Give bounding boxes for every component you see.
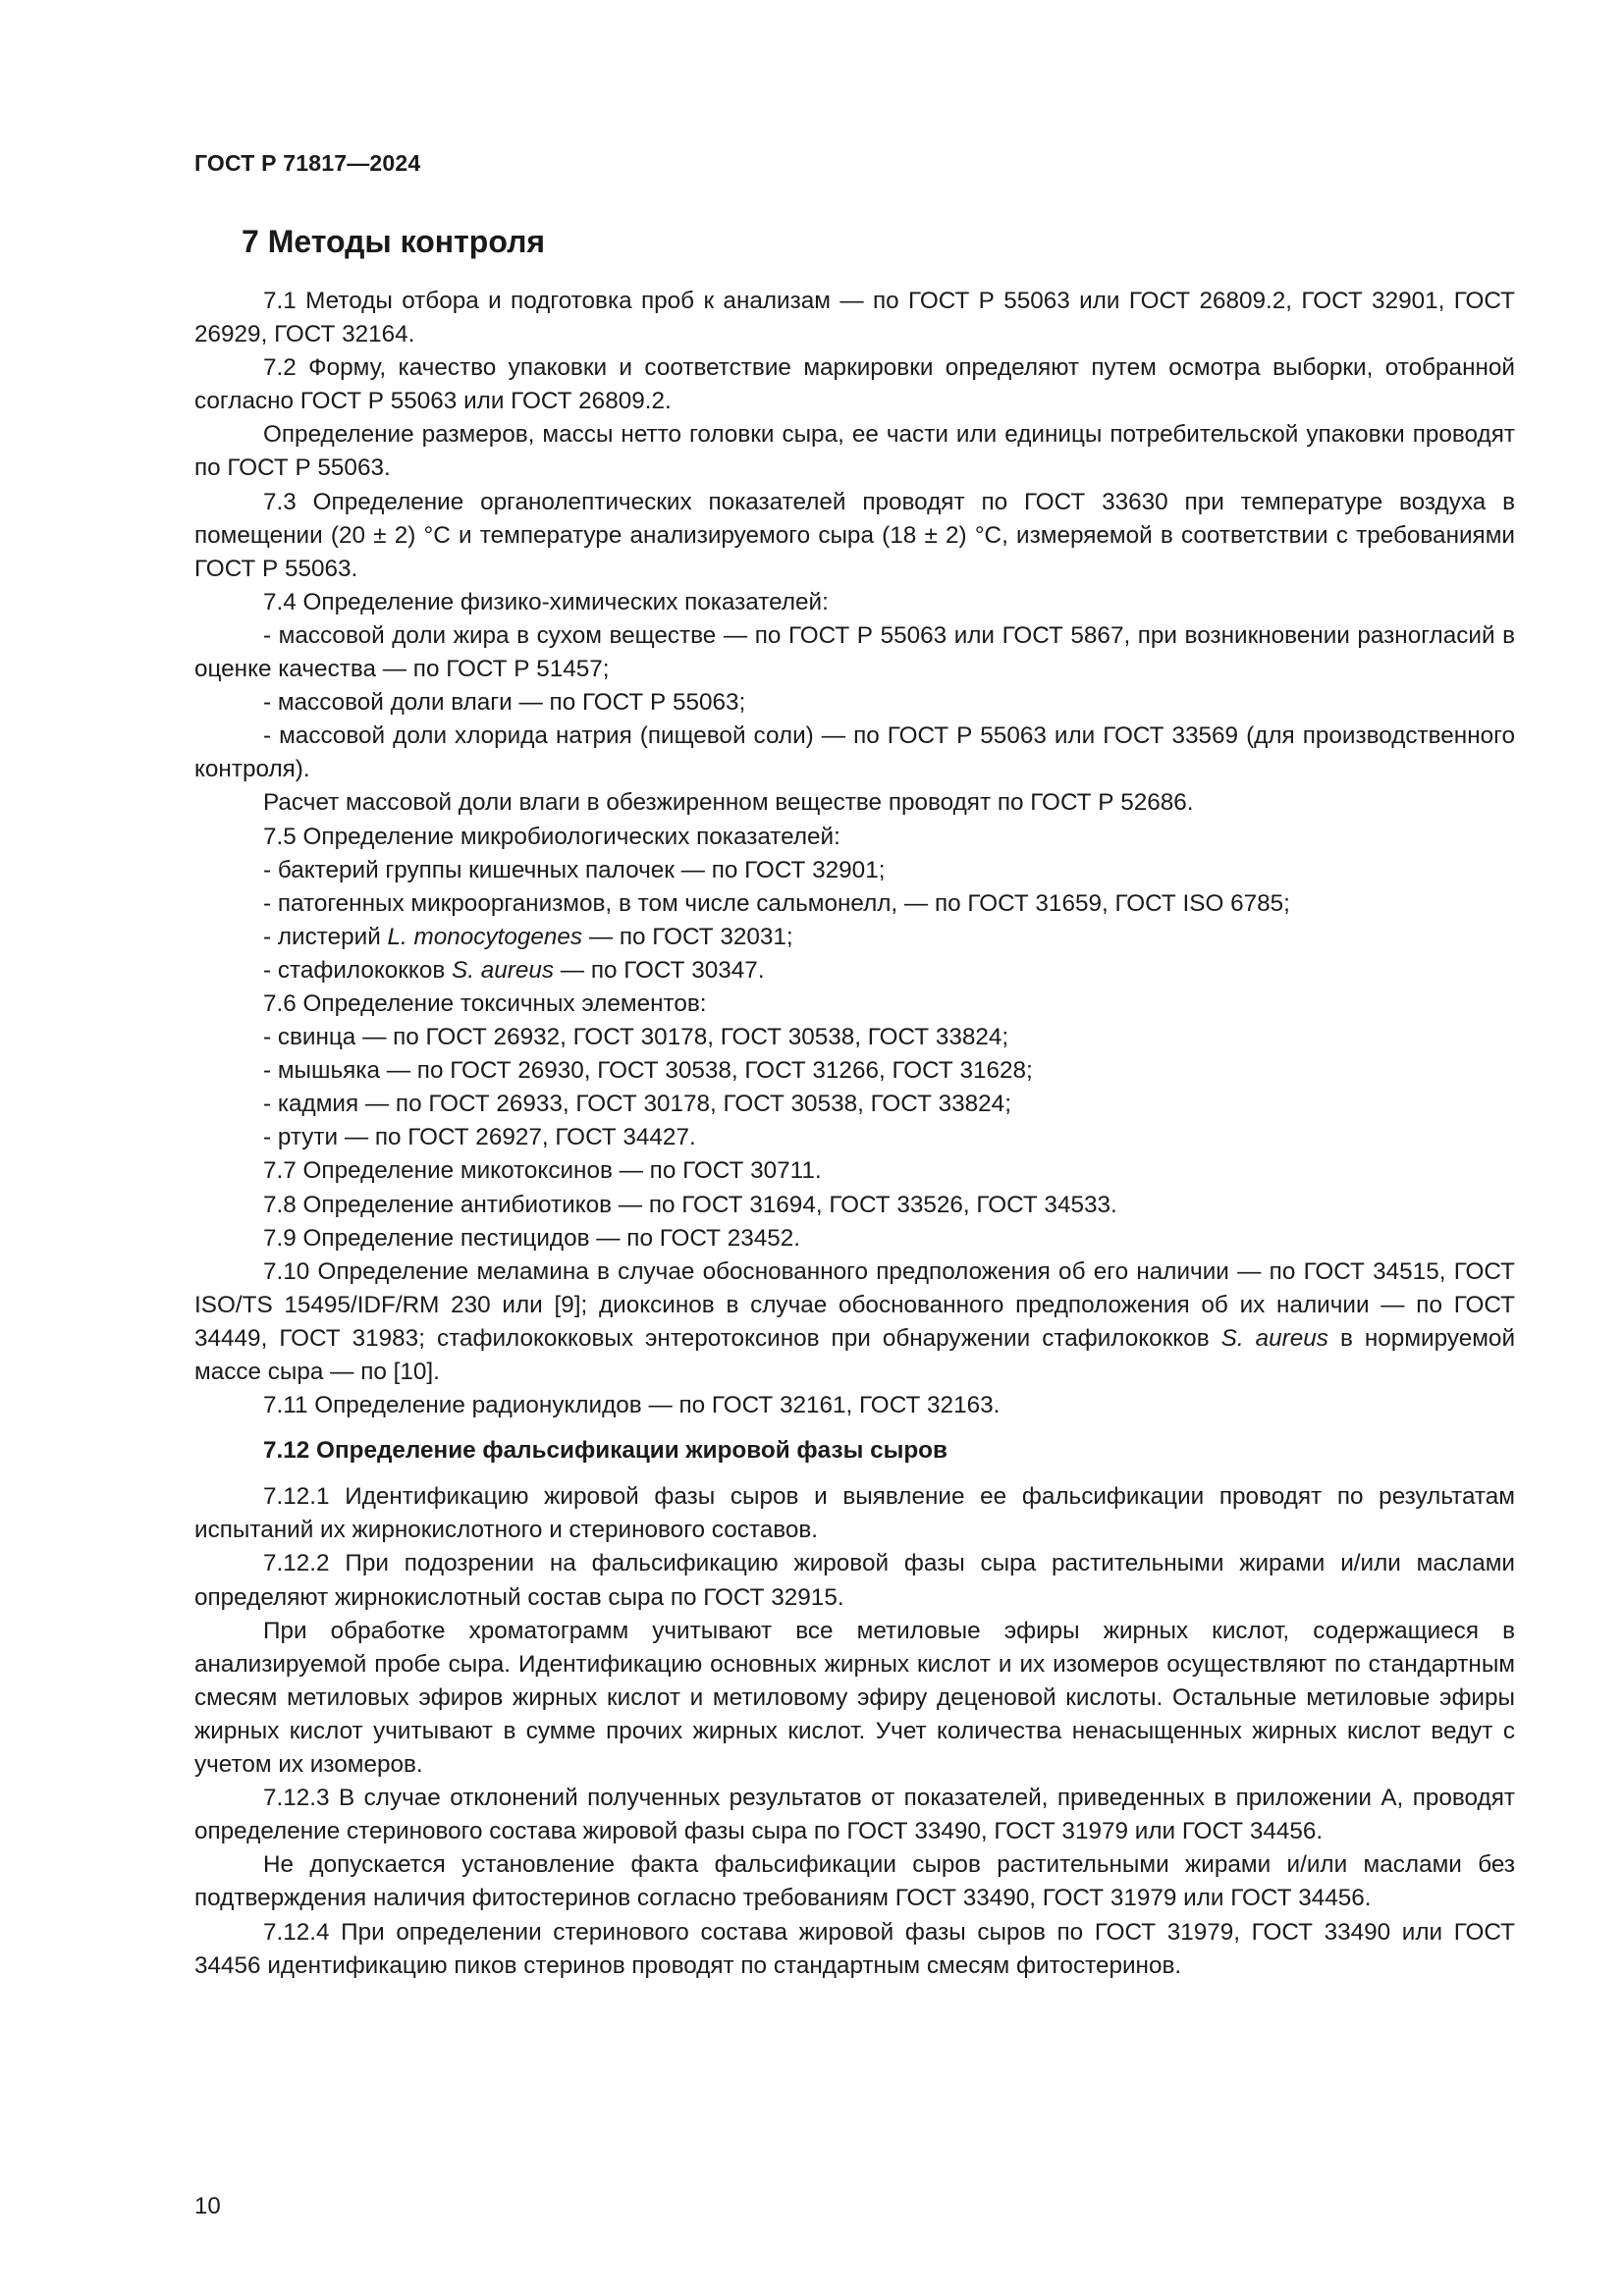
melamine-text-end: в нормируемой массе сыра — по [10]. bbox=[194, 1324, 1516, 1385]
list-item-staphylococcus bbox=[194, 954, 1515, 988]
paragraph-7-12-1: 7.12.1 Идентификацию жировой фазы сыров и выявление ее фальсификации проводят по результатам испытаний их жирнокислотного и стеринового составов. bbox=[194, 1483, 1515, 1544]
paragraph-7-2: 7.2 Форму, качество упаковки и соответствие маркировки определяют путем осмотра выборки, отобранной согласно ГОСТ Р 55063 или ГОСТ 26809.2. bbox=[194, 354, 1515, 415]
staph-species-ref: S. aureus bbox=[1220, 1324, 1328, 1352]
list-item-moisture: - массовой доли влаги — по ГОСТ Р 55063; bbox=[263, 689, 746, 717]
paragraph-7-12-2-chromatograms: При обработке хроматограмм учитывают все метиловые эфиры жирных кислот, содержащиеся в анализируемой пробе сыра. Идентификацию основных жирных кислот и их изомеров осуществляют по стандартным смесям метиловых эфиров жирных кислот и метиловому эфиру деценовой кислоты. Остальные метиловые эфиры жирных кислот учитывают в сумме прочих жирных кислот. Учет количества ненасыщенных жирных кислот ведут с учетом их изомеров. bbox=[194, 1617, 1515, 1779]
subsection-title-7-12: 7.12 Определение фальсификации жировой фазы сыров bbox=[263, 1437, 947, 1465]
page-number: 10 bbox=[194, 2193, 221, 2219]
paragraph-7-12-2: 7.12.2 При подозрении на фальсификацию жировой фазы сыра растительными жирами и/или маслами определяют жирнокислотный состав сыра по ГОСТ 32915. bbox=[194, 1550, 1515, 1611]
list-item-salt: - массовой доли хлорида натрия (пищевой соли) — по ГОСТ Р 55063 или ГОСТ 33569 (для производственного контроля). bbox=[194, 722, 1515, 783]
paragraph-7-12-4: 7.12.4 При определении стеринового состава жировой фазы сыров по ГОСТ 31979, ГОСТ 33490 или ГОСТ 34456 идентификацию пиков стеринов проводят по стандартным смесям фитостеринов. bbox=[194, 1918, 1515, 1979]
list-item-coliform: - бактерий группы кишечных палочек — по ГОСТ 32901; bbox=[263, 856, 886, 883]
paragraph-7-12-3: 7.12.3 В случае отклонений полученных результатов от показателей, приведенных в приложении А, проводят определение стеринового состава жировой фазы сыра по ГОСТ 33490, ГОСТ 31979 или ГОСТ 34456. bbox=[194, 1785, 1515, 1845]
listeria-species: L. monocytogenes bbox=[387, 923, 583, 950]
list-item-pathogens: - патогенных микроорганизмов, в том числе сальмонелл, — по ГОСТ 31659, ГОСТ ISO 6785; bbox=[263, 889, 1290, 917]
paragraph-7-4: 7.4 Определение физико-химических показателей: bbox=[263, 588, 829, 615]
staph-suffix: — по ГОСТ 30347. bbox=[554, 956, 765, 984]
paragraph-7-10 bbox=[194, 1255, 1515, 1389]
paragraph-7-2-sizes: Определение размеров, массы нетто головки сыра, ее части или единицы потребительской упаковки проводят по ГОСТ Р 55063. bbox=[194, 421, 1515, 482]
paragraph-7-3: 7.3 Определение органолептических показателей проводят по ГОСТ 33630 при температуре воздуха в помещении (20 ± 2) °С и температуре анализируемого сыра (18 ± 2) °С, измеряемой в соответствии с требованиями ГОСТ Р 55063. bbox=[194, 488, 1515, 582]
paragraph-7-8: 7.8 Определение антибиотиков — по ГОСТ 31694, ГОСТ 33526, ГОСТ 34533. bbox=[263, 1191, 1117, 1218]
section-body bbox=[194, 285, 1515, 1983]
paragraph-7-4-calc: Расчет массовой доли влаги в обезжиренном веществе проводят по ГОСТ Р 52686. bbox=[263, 789, 1194, 817]
document-code-header: ГОСТ Р 71817—2024 bbox=[194, 150, 421, 176]
paragraph-7-5: 7.5 Определение микробиологических показателей: bbox=[263, 823, 840, 850]
listeria-suffix: — по ГОСТ 32031; bbox=[582, 923, 793, 950]
list-item-cadmium: - кадмия — по ГОСТ 26933, ГОСТ 30178, ГОСТ 30538, ГОСТ 33824; bbox=[263, 1091, 1011, 1118]
paragraph-7-11: 7.11 Определение радионуклидов — по ГОСТ 32161, ГОСТ 32163. bbox=[263, 1392, 1001, 1419]
paragraph-7-1: 7.1 Методы отбора и подготовка проб к анализам — по ГОСТ Р 55063 или ГОСТ 26809.2, ГОСТ 32901, ГОСТ 26929, ГОСТ 32164. bbox=[194, 288, 1515, 348]
staph-prefix: - стафилококков bbox=[263, 956, 453, 984]
paragraph-7-7: 7.7 Определение микотоксинов — по ГОСТ 30711. bbox=[263, 1157, 822, 1185]
section-title: 7 Методы контроля bbox=[242, 224, 546, 259]
list-item-arsenic: - мышьяка — по ГОСТ 26930, ГОСТ 30538, ГОСТ 31266, ГОСТ 31628; bbox=[263, 1057, 1033, 1085]
list-item-fat: - массовой доли жира в сухом веществе — по ГОСТ Р 55063 или ГОСТ 5867, при возникновении разногласий в оценке качества — по ГОСТ Р 51457; bbox=[194, 621, 1515, 683]
list-item-listeria bbox=[194, 921, 1515, 954]
paragraph-7-12-3-note: Не допускается установление факта фальсификации сыров растительными жирами и/или маслами без подтверждения наличия фитостеринов согласно требованиям ГОСТ 33490, ГОСТ 31979 или ГОСТ 34456. bbox=[194, 1851, 1515, 1912]
paragraph-7-9: 7.9 Определение пестицидов — по ГОСТ 23452. bbox=[263, 1224, 801, 1252]
list-item-lead: - свинца — по ГОСТ 26932, ГОСТ 30178, ГОСТ 30538, ГОСТ 33824; bbox=[263, 1024, 1009, 1051]
paragraph-7-6: 7.6 Определение токсичных элементов: bbox=[263, 989, 707, 1017]
staph-species: S. aureus bbox=[452, 956, 555, 984]
list-item-mercury: - ртути — по ГОСТ 26927, ГОСТ 34427. bbox=[263, 1124, 696, 1151]
listeria-prefix: - листерий bbox=[263, 923, 388, 950]
melamine-text: 7.10 Определение меламина в случае обоснованного предположения об его наличии — по ГОСТ 34515, ГОСТ ISO/TS 15495/IDF/RM 230 или [9]; диоксинов в случае обоснованного предположения об их наличии — по ГОСТ 34449, ГОСТ 31983; стафилококковых энтеротоксинов при обнаружении стафилококков bbox=[194, 1257, 1515, 1352]
